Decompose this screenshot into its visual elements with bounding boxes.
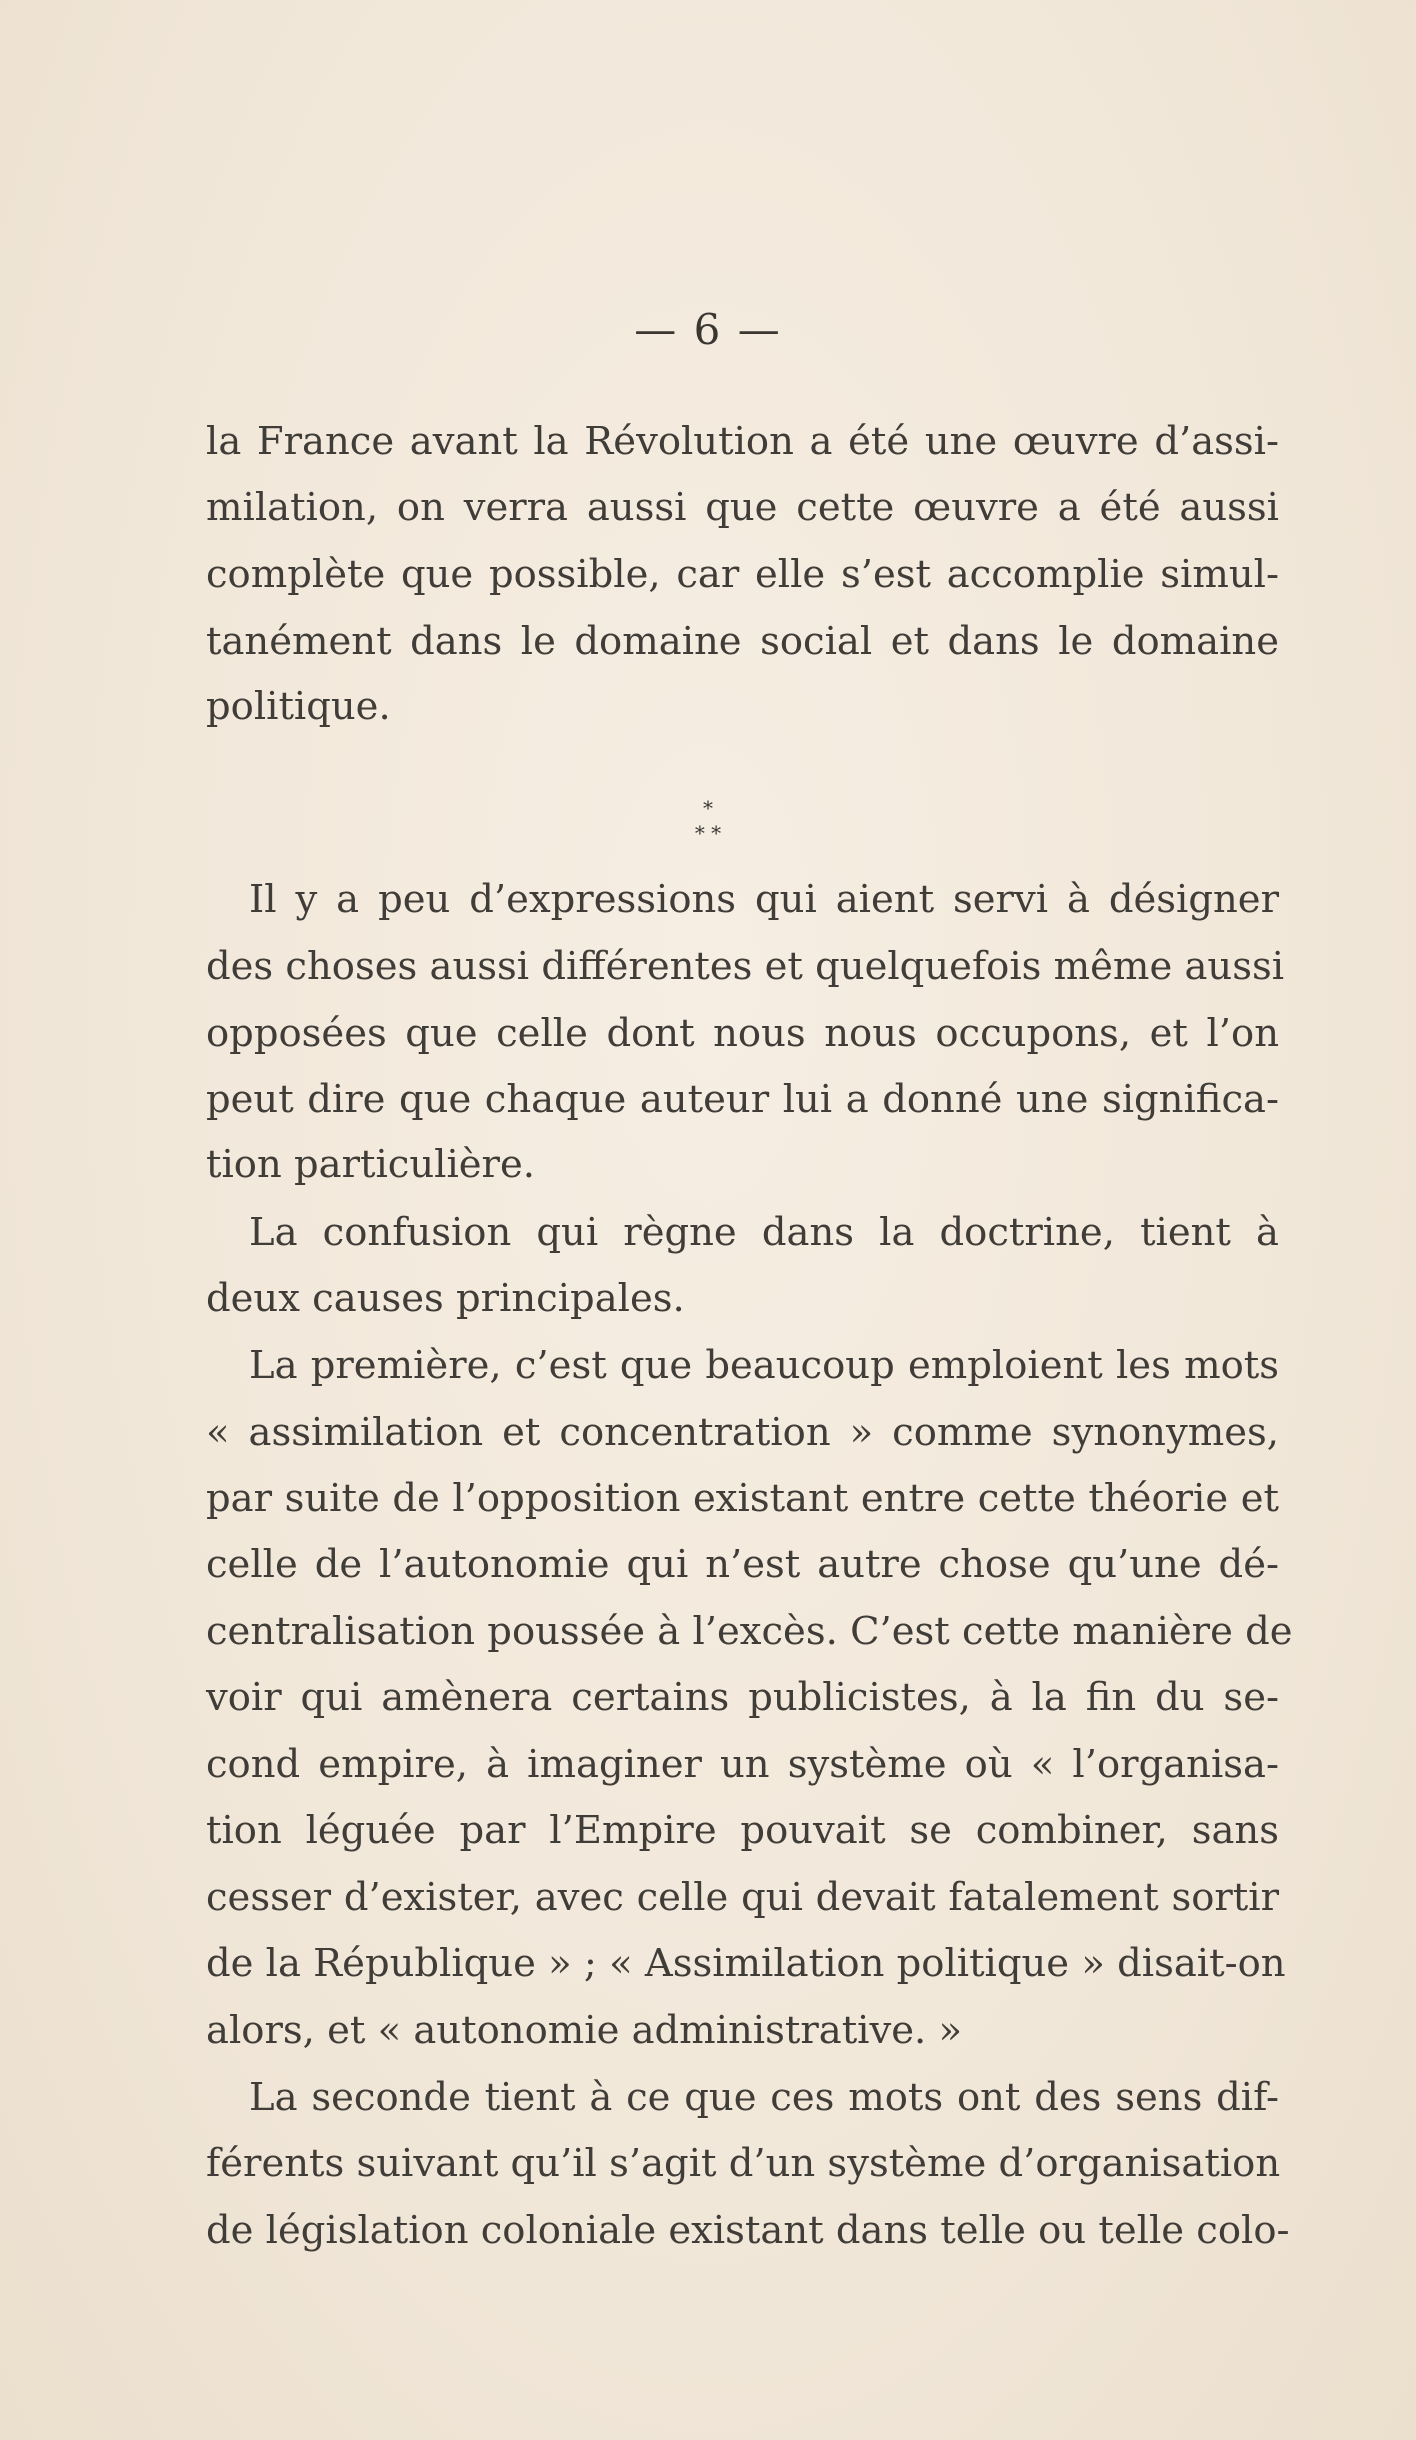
text-line: La seconde tient à ce que ces mots ont des sens dif-	[249, 2075, 1279, 2120]
text-line: cond empire, à imaginer un système où « l’organisa-	[206, 1742, 1279, 1787]
text-line: la France avant la Révolution a été une œuvre d’assi-	[206, 419, 1279, 464]
text-line: par suite de l’opposition existant entre cette théorie et	[206, 1476, 1279, 1521]
text-line: peut dire que chaque auteur lui a donné une significa-	[206, 1077, 1279, 1122]
text-line: complète que possible, car elle s’est accomplie simul-	[206, 552, 1279, 597]
text-line: centralisation poussée à l’excès. C’est cette manière de	[206, 1609, 1293, 1654]
text-line: deux causes principales.	[206, 1276, 685, 1321]
text-line: La confusion qui règne dans la doctrine, tient à	[249, 1210, 1279, 1255]
text-line: férents suivant qu’il s’agit d’un système d’organisation	[206, 2141, 1281, 2186]
text-line: tion léguée par l’Empire pouvait se combiner, sans	[206, 1808, 1279, 1853]
text-line: La première, c’est que beaucoup emploient les mots	[249, 1343, 1279, 1388]
text-line: cesser d’exister, avec celle qui devait fatalement sortir	[206, 1875, 1279, 1920]
asterism-top: *	[703, 796, 713, 820]
text-line: tion particulière.	[206, 1142, 535, 1187]
text-line: Il y a peu d’expressions qui aient servi à désigner	[249, 877, 1279, 922]
text-line: voir qui amènera certains publicistes, à la fin du se-	[206, 1675, 1279, 1720]
text-line: de législation coloniale existant dans telle ou telle colo-	[206, 2208, 1290, 2253]
text-line: milation, on verra aussi que cette œuvre a été aussi	[206, 485, 1279, 530]
text-line: tanément dans le domaine social et dans le domaine	[206, 619, 1279, 664]
text-line: celle de l’autonomie qui n’est autre chose qu’une dé-	[206, 1542, 1279, 1587]
text-line: de la République » ; « Assimilation politique » disait-on	[206, 1941, 1286, 1986]
text-line: alors, et « autonomie administrative. »	[206, 2008, 963, 2053]
page-number: — 6 —	[634, 305, 782, 354]
text-line: « assimilation et concentration » comme synonymes,	[206, 1410, 1279, 1455]
text-line: politique.	[206, 684, 391, 729]
text-line: des choses aussi différentes et quelquefois même aussi	[206, 944, 1285, 989]
text-line: opposées que celle dont nous nous occupons, et l’on	[206, 1011, 1279, 1056]
asterism-bottom: * *	[694, 821, 722, 845]
